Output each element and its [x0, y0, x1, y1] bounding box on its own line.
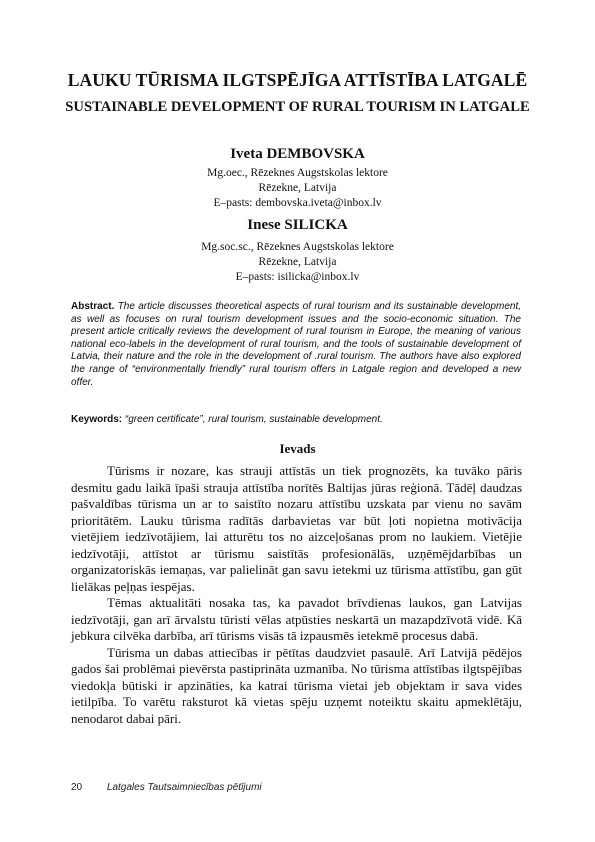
body-text: [71, 463, 522, 727]
journal-name: Latgales Tautsaimniecības pētījumi: [106, 782, 262, 793]
body-paragraph: Tūrisms ir nozare, kas strauji attīstās un tiek prognozēts, ka tuvāko pāris desmitu gadu laikā īpaši strauja attīstība norītēs Baltijas jūras reģionā. Tādēļ daudzas pašvaldības tūrisma un ar to saistīto nozaru attīstību uzskata par vienu no savām prioritātēm. Lauku tūrisma radītās darbavietas var būt ļoti nopietna motivācija vietējiem iedzīvotājiem, lai atturētu tos no aizceļošanas prom no laukiem. Vietējie iedzīvotāji, attīstot ar tūrismu saistītās profesionālās, uzņēmējdarbības un organizatoriskās iemaņas, var palielināt gan savu ietekmi uz tūrisma attīstību, gan gūt lielākas peļņas iespējas.: [71, 463, 522, 594]
body-paragraph: Tūrisma un dabas attiecības ir pētītas daudzviet pasaulē. Arī Latvijā pēdējos gados šai problēmai pievērsta pastiprināta uzmanība. No tūrisma attīstības ilgtspējības viedokļa būtiski ir apzināties, ka katrai tūrisma vietai jeb objektam ir sava vides ietilpība. To varētu raksturot kā vietas spēju uzņemt noteiktu skaitu apmeklētāju, nenodarot dabai pāri.: [71, 644, 522, 726]
paper-title-english: SUSTAINABLE DEVELOPMENT OF RURAL TOURISM IN LATGALE: [65, 99, 530, 115]
paper-title-latvian: LAUKU TŪRISMA ILGTSPĒJĪGA ATTĪSTĪBA LATGALĒ: [67, 70, 528, 90]
author1-city: Rēzekne, Latvija: [258, 182, 337, 194]
keywords: [71, 413, 521, 426]
abstract-label: Abstract.: [71, 301, 115, 312]
section-title: Ievads: [279, 441, 316, 456]
body-paragraph: Tēmas aktualitāti nosaka tas, ka pavadot brīvdienas laukos, gan Latvijas iedzīvotāji, gan arī ārvalstu tūristi vēlas atpūsties neskartā un mazapdzīvotā vidē. Kā jebkura cilvēka darbība, arī tūrisms visās tā izpausmēs ietekmē procesus dabā.: [71, 595, 522, 643]
author2-city: Rēzekne, Latvija: [258, 256, 337, 268]
abstract: [71, 301, 521, 389]
page-number: 20: [71, 782, 83, 793]
author1-position: Mg.oec., Rēzeknes Augstskolas lektore: [207, 167, 388, 179]
abstract-text: The article discusses theoretical aspects of rural tourism and its sustainable development, as well as focuses on rural tourism development issues and the socio-economic situation. The present article critically reviews the development of rural tourism in Europe, the meaning of various national eco-labels in the development of rural tourism, and the tools of sustainable development of Latvia, their nature and the role in the development of .rural tourism. The authors have also explored the range of “environmentally friendly” rural tourism offers in Latgale region and developed a new offer.: [71, 301, 522, 388]
author1-name: Iveta DEMBOVSKA: [230, 146, 365, 162]
keywords-text: “green certificate”, rural tourism, sustainable development.: [124, 414, 383, 425]
author2-position: Mg.soc.sc., Rēzeknes Augstskolas lektore: [201, 241, 394, 253]
author2-email: E–pasts: isilicka@inbox.lv: [235, 271, 360, 283]
page-footer: [71, 782, 262, 793]
author1-email: E–pasts: dembovska.iveta@inbox.lv: [213, 197, 382, 209]
keywords-label: Keywords:: [71, 414, 123, 425]
author2-name: Inese SILICKA: [247, 217, 348, 233]
